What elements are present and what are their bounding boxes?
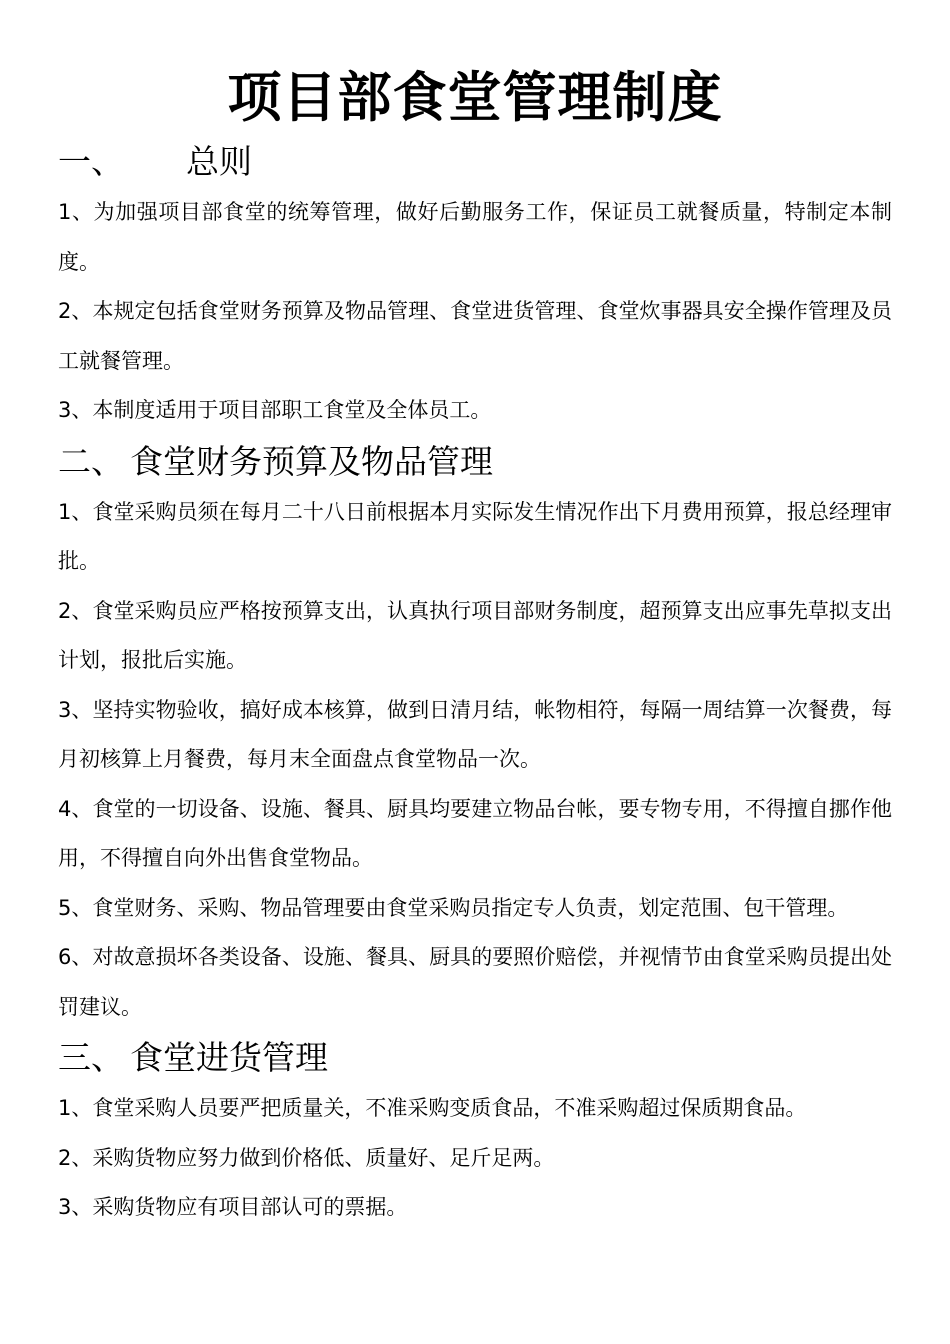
section-number: 三、 [58, 1038, 124, 1077]
section-number: 一、 [58, 142, 124, 181]
section-1-item-2: 2、本规定包括食堂财务预算及物品管理、食堂进货管理、食堂炊事器具安全操作管理及员工就餐管理。 [58, 299, 892, 373]
section-heading-purchasing [58, 1032, 892, 1084]
section-title: 食堂进货管理 [130, 1038, 328, 1077]
section-heading-finance [58, 436, 892, 488]
section-heading-general [58, 136, 892, 188]
section-number: 二、 [58, 441, 124, 481]
document-title: 项目部食堂管理制度 [227, 66, 723, 129]
section-2-item-4: 4、食堂的一切设备、设施、餐具、厨具均要建立物品台帐，要专物专用，不得擅自挪作他用，不得擅自向外出售食堂物品。 [58, 796, 892, 870]
section-2-item-6: 6、对故意损坏各类设备、设施、餐具、厨具的要照价赔偿，并视情节由食堂采购员提出处罚建议。 [58, 945, 892, 1019]
section-title: 食堂财务预算及物品管理 [130, 441, 493, 481]
section-1-item-1: 1、为加强项目部食堂的统筹管理，做好后勤服务工作，保证员工就餐质量，特制定本制度。 [58, 200, 892, 274]
section-3-item-2: 2、采购货物应努力做到价格低、质量好、足斤足两。 [58, 1145, 555, 1170]
section-2-item-2: 2、食堂采购员应严格按预算支出，认真执行项目部财务制度，超预算支出应事先草拟支出计划，报批后实施。 [58, 598, 892, 672]
section-title: 总则 [186, 142, 252, 181]
section-2-item-5: 5、食堂财务、采购、物品管理要由食堂采购员指定专人负责，划定范围、包干管理。 [58, 895, 849, 920]
section-2-item-1: 1、食堂采购员须在每月二十八日前根据本月实际发生情况作出下月费用预算，报总经理审批。 [58, 499, 892, 573]
section-1-item-3: 3、本制度适用于项目部职工食堂及全体员工。 [58, 398, 492, 422]
section-2-item-3: 3、坚持实物验收，搞好成本核算，做到日清月结，帐物相符，每隔一周结算一次餐费，每月初核算上月餐费，每月末全面盘点食堂物品一次。 [58, 697, 892, 771]
section-3-item-1: 1、食堂采购人员要严把质量关，不准采购变质食品，不准采购超过保质期食品。 [58, 1096, 807, 1120]
section-3-item-3: 3、采购货物应有项目部认可的票据。 [58, 1195, 408, 1219]
